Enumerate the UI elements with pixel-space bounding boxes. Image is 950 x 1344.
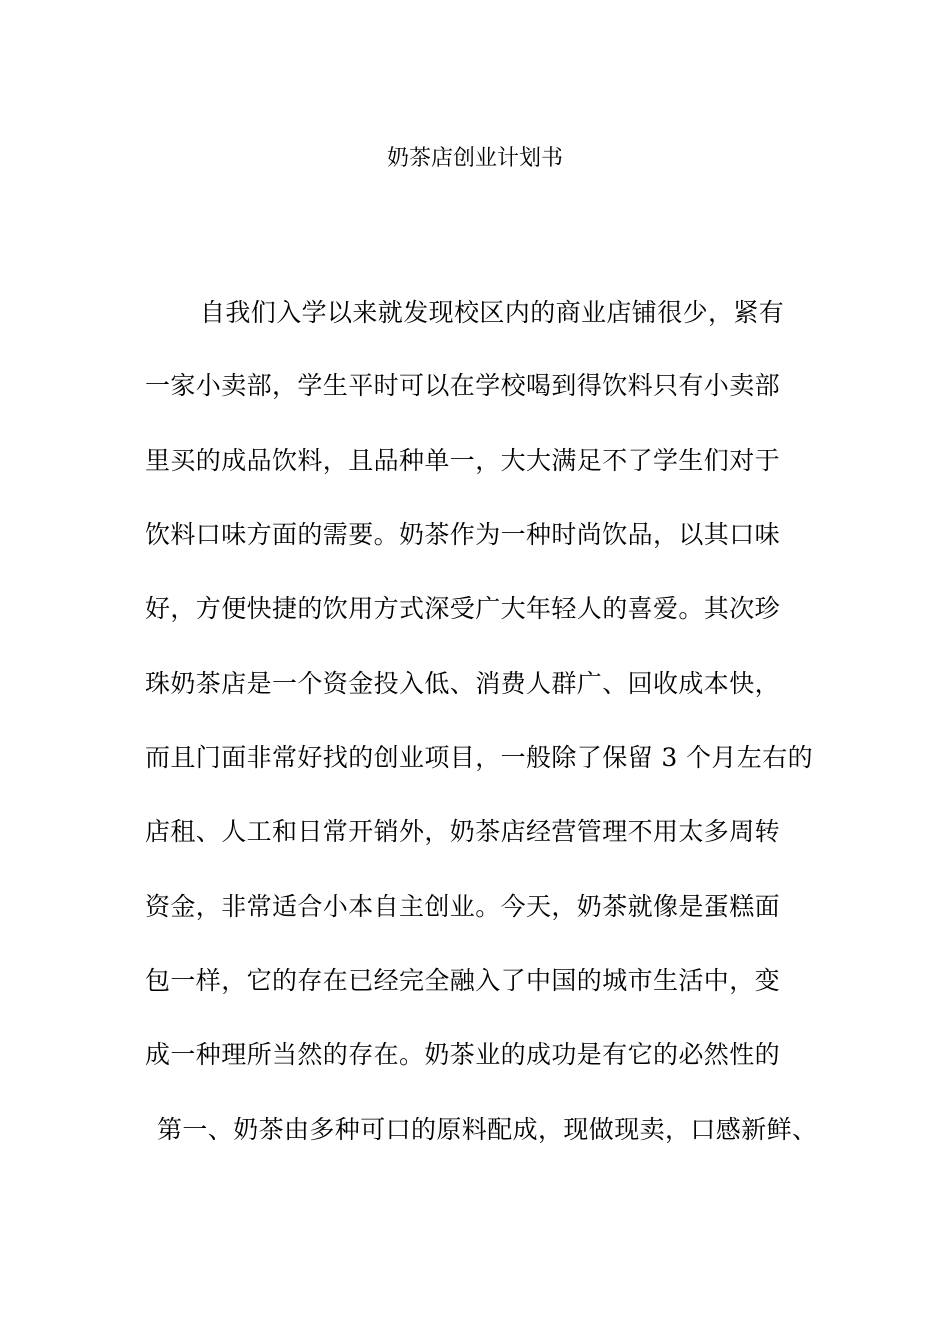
paragraph-line-11: 成一种理所当然的存在。奶茶业的成功是有它的必然性的 (145, 1040, 781, 1069)
paragraph-line-1: 自我们入学以来就发现校区内的商业店铺很少，紧有 (200, 298, 785, 327)
document-title: 奶茶店创业计划书 (386, 146, 563, 171)
paragraph-line-12: 第一、奶茶由多种可口的原料配成，现做现卖，口感新鲜、 (157, 1115, 818, 1144)
paragraph-line-10: 包一样，它的存在已经完全融入了中国的城市生活中，变 (145, 966, 781, 995)
paragraph-line-5: 好，方便快捷的饮用方式深受广大年轻人的喜爱。其次珍 (145, 594, 781, 623)
paragraph-line-3: 里买的成品饮料，且品种单一，大大满足不了学生们对于 (145, 446, 781, 475)
paragraph-line-6: 珠奶茶店是一个资金投入低、消费人群广、回收成本快， (145, 669, 781, 698)
paragraph-line-9: 资金，非常适合小本自主创业。今天，奶茶就像是蛋糕面 (145, 892, 781, 921)
paragraph-line-4: 饮料口味方面的需要。奶茶作为一种时尚饮品，以其口味 (145, 520, 781, 549)
paragraph-line-2: 一家小卖部，学生平时可以在学校喝到得饮料只有小卖部 (145, 371, 781, 400)
paragraph-line-8: 店租、人工和日常开销外，奶茶店经营管理不用太多周转 (145, 817, 781, 846)
paragraph-line-7: 而且门面非常好找的创业项目，一般除了保留 3 个月左右的 (145, 743, 814, 772)
